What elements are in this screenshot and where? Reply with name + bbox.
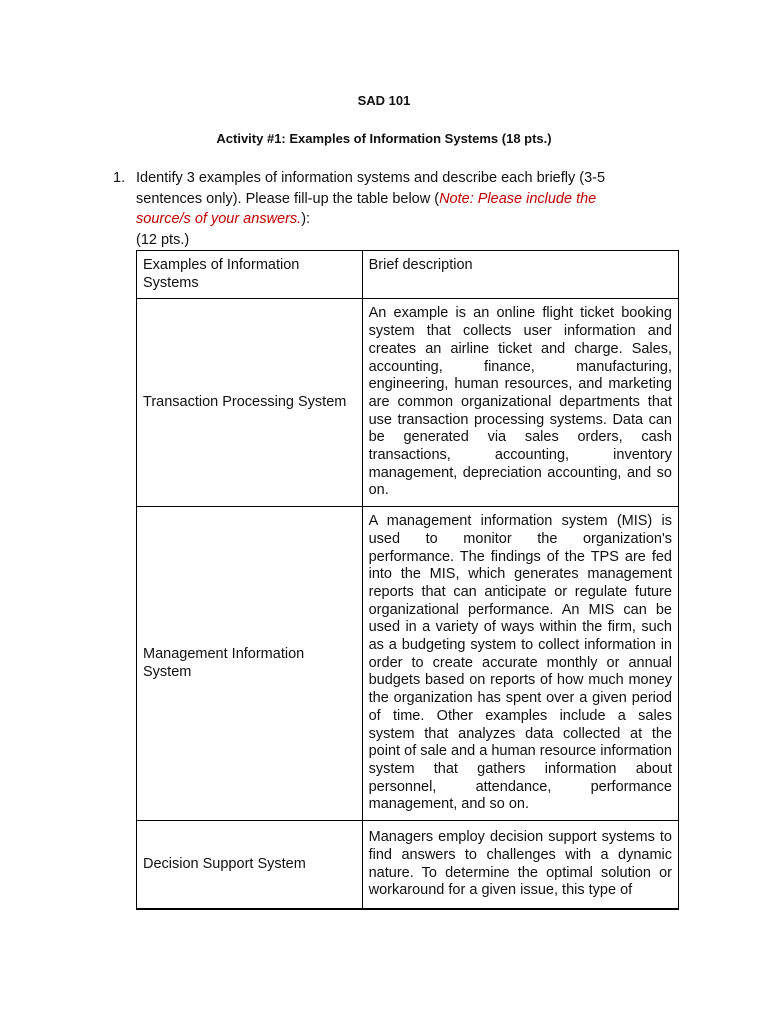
question-text-end: ): xyxy=(301,211,311,227)
description-cell: Managers employ decision support systems to find answers to challenges with a dynamic nature. To determine the optimal solution or workaround for a given issue, this type of xyxy=(362,821,678,910)
question-text: Identify 3 examples of information systems and describe each briefly (3-5 sentences only). Please fill-up the table below ( xyxy=(136,170,606,207)
question-number: 1. xyxy=(113,170,126,186)
example-cell: Transaction Processing System xyxy=(137,299,363,507)
course-title: SAD 101 xyxy=(357,93,411,108)
table-row xyxy=(137,507,679,821)
information-systems-table xyxy=(136,250,679,910)
question-body xyxy=(136,168,643,250)
example-cell: Management Information System xyxy=(137,507,363,821)
table-header-row xyxy=(137,251,679,299)
description-cell: A management information system (MIS) is used to monitor the organization's performance. The findings of the TPS are fed into the MIS, which generates management reports that can anticipate or regulate future organizational performance. An MIS can be used in a variety of ways within the firm, such as a budgeting system to collect information in order to create accurate monthly or annual budgets based on reports of how much money the organization has spent over a given period of time. Other examples include a sales system that analyzes data collected at the point of sale and a human resource information system that gathers information about personnel, attendance, performance management, and so on. xyxy=(362,507,678,821)
question-1 xyxy=(113,168,643,250)
question-note: Note: Please include the source/s of your answers. xyxy=(136,190,597,227)
activity-title: Activity #1: Examples of Information Systems (18 pts.) xyxy=(216,131,552,146)
table-row xyxy=(137,821,679,910)
example-cell: Decision Support System xyxy=(137,821,363,910)
description-cell: An example is an online flight ticket booking system that collects user information and creates an airline ticket and charge. Sales, accounting, finance, manufacturing, engineering, human resources, and marketing are common organizational departments that use transaction processing systems. Data can be generated via sales orders, cash transactions, accounting, inventory management, depreciation accounting, and so on. xyxy=(362,299,678,507)
table-row xyxy=(137,299,679,507)
header-examples: Examples of Information Systems xyxy=(137,251,363,299)
header-description: Brief description xyxy=(362,251,678,299)
question-points: (12 pts.) xyxy=(136,231,190,248)
